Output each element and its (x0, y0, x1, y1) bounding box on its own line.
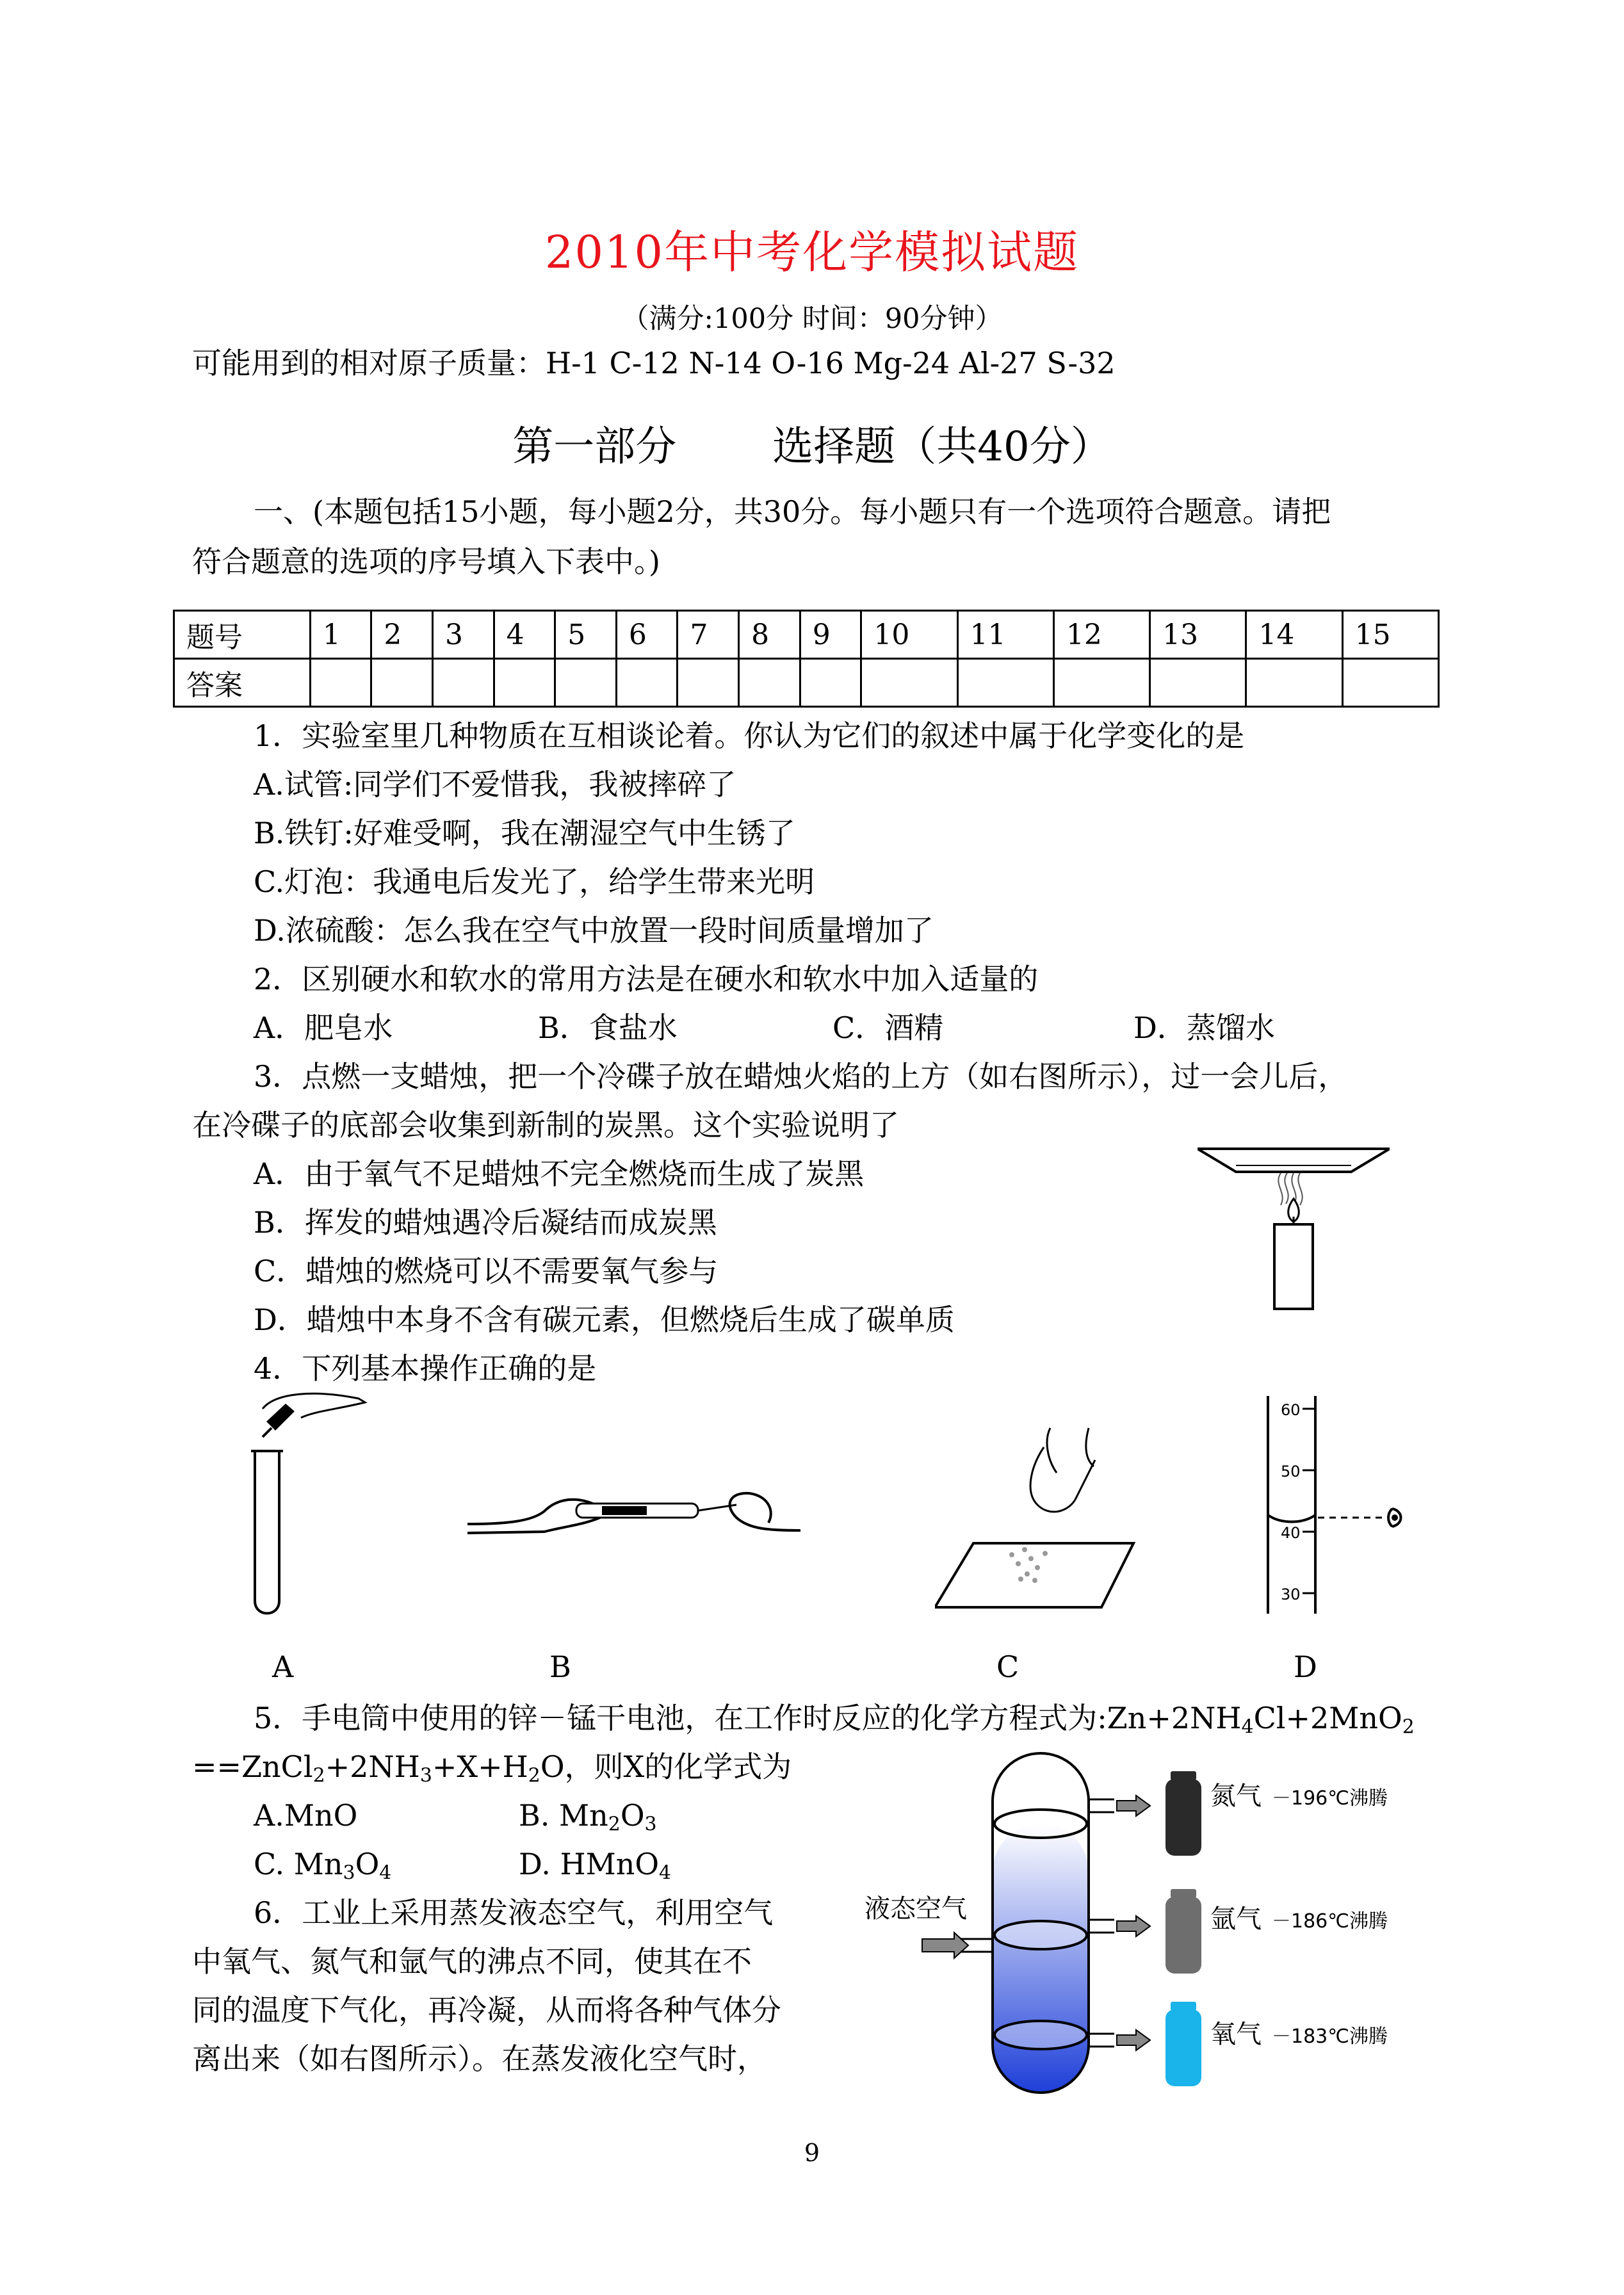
instructions-line2: 符合题意的选项的序号填入下表中。) (192, 544, 660, 579)
q5-option-b: B. $Mn_2O_3$ (519, 1798, 657, 1836)
output-arrow (1117, 1916, 1150, 1936)
answer-cell[interactable] (678, 659, 739, 707)
answer-cell[interactable] (957, 659, 1053, 707)
q1-option-c: C.灯泡：我通电后发光了，给学生带来光明 (254, 864, 815, 899)
answer-number: 6 (616, 611, 678, 659)
cylinder-tick-label: 40 (1281, 1524, 1301, 1542)
answer-cell[interactable] (432, 659, 494, 707)
q1-stem: 1．实验室里几种物质在互相谈论着。你认为它们的叙述中属于化学变化的是 (254, 718, 1245, 753)
q3-option-d: D．蜡烛中本身不含有碳元素，但燃烧后生成了碳单质 (254, 1302, 955, 1337)
candle (1274, 1224, 1313, 1309)
paper-sheet (935, 1543, 1133, 1607)
q6-line4: 离出来（如右图所示）。在蒸发液化空气时， (192, 2041, 767, 2076)
q1-option-b: B.铁钉:好难受啊，我在潮湿空气中生锈了 (254, 816, 795, 850)
output-arrow (1117, 2030, 1150, 2050)
q5-stem: 5．手电筒中使用的锌－锰干电池，在工作时反应的化学方程式为$:Zn+2NH_4Cl+2MnO_2$ (254, 1701, 1415, 1739)
q4-stem: 4．下列基本操作正确的是 (254, 1351, 597, 1386)
section-part: 第一部分 (512, 423, 677, 471)
cylinder-tick-label: 50 (1281, 1463, 1301, 1480)
answer-number: 5 (555, 611, 617, 659)
gas-bp-argon: －186℃沸腾 (1272, 1910, 1388, 1933)
q3-option-b: B．挥发的蜡烛遇冷后凝结而成炭黑 (254, 1205, 717, 1240)
q6-line1: 6．工业上采用蒸发液态空气，利用空气 (254, 1895, 774, 1930)
q3-stem-line1: 3．点燃一支蜡烛，把一个冷碟子放在蜡烛火焰的上方（如右图所示），过一会儿后， (254, 1059, 1348, 1094)
gas-bp-nitrogen: －196℃沸腾 (1272, 1787, 1388, 1810)
q5-option-c: C. $Mn_3O_4$ (254, 1847, 392, 1885)
test-tube (255, 1451, 279, 1614)
section-heading (0, 414, 1624, 473)
input-arrow (922, 1933, 968, 1958)
answer-number: 11 (957, 611, 1053, 659)
smoke-wisps (1278, 1173, 1302, 1205)
answer-number: 13 (1150, 611, 1246, 659)
page-title: 2010年中考化学模拟试题 (544, 226, 1080, 279)
answer-number: 12 (1053, 611, 1149, 659)
q5-stem-line2: $==ZnCl_2+2NH_3+X+H_2O$，则X的化学式为 (192, 1749, 792, 1787)
section-name: 选择题（共40分） (772, 423, 1112, 471)
hand-sprinkle (1030, 1447, 1095, 1512)
q3-stem-line2: 在冷碟子的底部会收集到新制的炭黑。这个实验说明了 (192, 1108, 899, 1142)
q2-option-d: D．蒸馏水 (1133, 1010, 1275, 1045)
answer-cell[interactable] (310, 659, 371, 707)
answer-table-row2-label: 答案 (174, 659, 311, 707)
column-tray (995, 2021, 1087, 2049)
answer-number: 10 (861, 611, 957, 659)
q5-option-d: D. HMnO$_4$ (519, 1847, 672, 1885)
figure-d-graduated-cylinder (1236, 1390, 1441, 1620)
q6-line2: 中氧气、氮气和氩气的沸点不同，使其在不 (192, 1944, 752, 1979)
answer-number: 14 (1246, 611, 1342, 659)
answer-cell[interactable] (371, 659, 433, 707)
answer-table-row1-label: 题号 (174, 611, 311, 659)
answer-cell[interactable] (1246, 659, 1342, 707)
figure-label-d: D (1294, 1650, 1317, 1684)
q6-line3: 同的温度下气化，再冷凝，从而将各种气体分 (192, 1993, 781, 2027)
answer-cell[interactable] (555, 659, 617, 707)
gas-name-argon: 氩气 (1210, 1904, 1262, 1934)
answer-cell[interactable] (1053, 659, 1149, 707)
answer-cell[interactable] (616, 659, 678, 707)
cold-plate (1198, 1149, 1390, 1172)
answer-number: 4 (494, 611, 555, 659)
figure-a-dropper-test-tube (243, 1390, 371, 1620)
q1-option-a: A.试管:同学们不爱惜我，我被摔碎了 (254, 767, 736, 802)
gas-name-oxygen: 氧气 (1210, 2020, 1262, 2049)
q2-option-a: A．肥皂水 (254, 1010, 393, 1045)
answer-table-number-row (174, 611, 1439, 659)
gas-bottle-oxygen (1165, 2009, 1201, 2086)
column-tray (995, 1921, 1087, 1949)
gas-bp-oxygen: －183℃沸腾 (1272, 2025, 1388, 2048)
q5-option-a: A.MnO (254, 1798, 358, 1833)
answer-number: 8 (739, 611, 800, 659)
q2-option-b: B．食盐水 (538, 1010, 678, 1045)
column-tray (995, 1810, 1087, 1838)
answer-number: 7 (678, 611, 739, 659)
q2-option-c: C．酒精 (832, 1010, 944, 1045)
distillation-figure (858, 1747, 1422, 2105)
answer-cell[interactable] (494, 659, 555, 707)
figure-b-hands-tube (467, 1460, 800, 1556)
answer-table (173, 610, 1440, 708)
answer-number: 15 (1342, 611, 1438, 659)
answer-cell[interactable] (1342, 659, 1438, 707)
answer-number: 3 (432, 611, 494, 659)
q3-option-a: A．由于氧气不足蜡烛不完全燃烧而生成了炭黑 (254, 1156, 865, 1191)
right-hand (730, 1493, 800, 1530)
answer-number: 2 (371, 611, 433, 659)
answer-number: 1 (310, 611, 371, 659)
answer-cell[interactable] (800, 659, 861, 707)
answer-cell[interactable] (861, 659, 957, 707)
candle-plate-figure (1198, 1146, 1390, 1313)
figure-label-c: C (996, 1650, 1019, 1684)
gas-bottle-nitrogen (1165, 1779, 1201, 1856)
atomic-masses: 可能用到的相对原子质量：H-1 C-12 N-14 O-16 Mg-24 Al-27 S-32 (192, 346, 1116, 380)
dropper-bulb (266, 1404, 295, 1431)
figure-label-a: A (272, 1650, 294, 1684)
answer-cell[interactable] (739, 659, 800, 707)
meniscus (1268, 1515, 1315, 1522)
answer-table-answer-row (174, 659, 1439, 707)
page-number: 9 (804, 2139, 820, 2167)
cylinder-tick-label: 30 (1281, 1585, 1301, 1603)
gas-bottle-argon (1165, 1897, 1201, 1974)
q1-option-d: D.浓硫酸：怎么我在空气中放置一段时间质量增加了 (254, 913, 934, 948)
q3-option-c: C．蜡烛的燃烧可以不需要氧气参与 (254, 1254, 719, 1288)
output-arrow (1117, 1796, 1150, 1816)
exam-meta: （满分:100分 时间：90分钟） (621, 303, 1003, 335)
instructions-line1: 一、(本题包括15小题，每小题2分，共30分。每小题只有一个选项符合题意。请把 (254, 494, 1331, 529)
gas-name-nitrogen: 氮气 (1210, 1781, 1262, 1811)
figure-label-b: B (549, 1650, 571, 1684)
figure-c-hand-paper (935, 1422, 1146, 1614)
liquid-air-label: 液态空气 (865, 1894, 967, 1924)
answer-cell[interactable] (1150, 659, 1246, 707)
answer-number: 9 (800, 611, 861, 659)
cylinder-tick-label: 60 (1281, 1401, 1301, 1419)
q2-stem: 2．区别硬水和软水的常用方法是在硬水和软水中加入适量的 (254, 962, 1039, 996)
